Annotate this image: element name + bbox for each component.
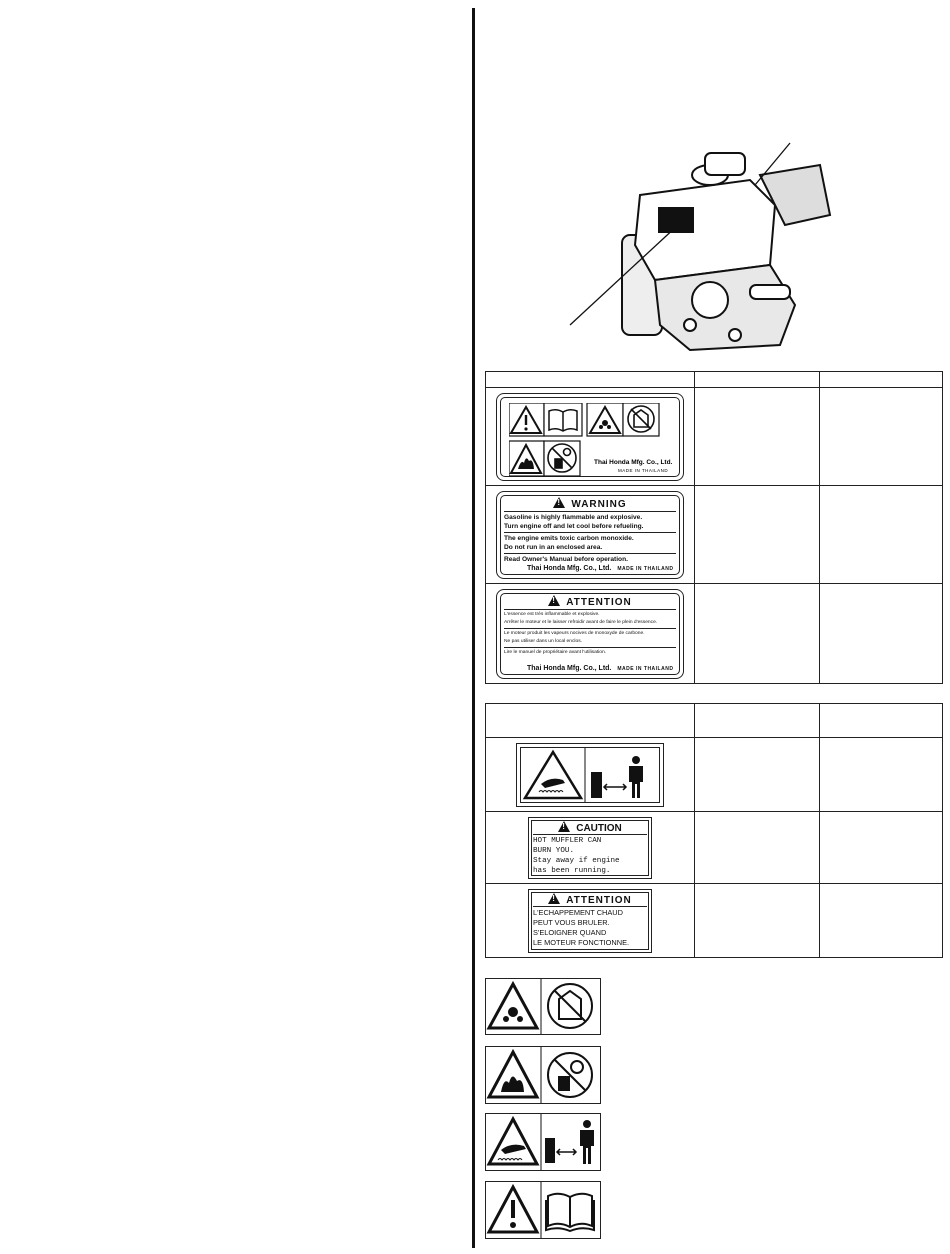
keep-distance-icon [591,756,643,798]
muffler-attention-line-4: LE MOTEUR FONCTIONNE. [533,937,630,947]
label-table-2 [485,703,943,958]
muffler-attention-title: ATTENTION [566,894,632,906]
hot-surface-icon [489,1119,537,1164]
attention-line-3: Le moteur produit les vapeurs nocives de monoxyde de carbone. [504,630,645,636]
carbon-monoxide-icon [489,984,537,1028]
fire-hazard-icon [489,1052,537,1097]
muffler-attention-line-3: S'ELOIGNER QUAND [533,927,607,937]
pictogram-fire [485,1046,601,1104]
warning-exclamation-icon [489,1187,537,1232]
muffler-attention-label [528,889,652,953]
attention-line-2: Arrêter le moteur et le laisser refroidir avant de faire le plein d'essence. [504,619,658,625]
attention-maker: Thai Honda Mfg. Co., Ltd. [527,664,612,672]
attention-line-5: Lire le manuel de propriétaire avant l'utilisation. [504,649,607,655]
warning-line-5: Read Owner's Manual before operation. [504,555,628,563]
muffler-attention-line-2: PEUT VOUS BRULER. [533,917,610,927]
caution-line-1: HOT MUFFLER CAN [533,836,602,845]
caution-label [528,817,652,879]
warning-maker: Thai Honda Mfg. Co., Ltd. [527,564,612,572]
hot-surface-icon [525,752,581,798]
no-refuel-running-icon [548,1053,592,1097]
column-divider [472,8,475,1248]
owners-manual-icon [546,1194,594,1231]
hot-muffler-symbol-label [516,743,664,807]
attention-line-4: Ne pas utiliser dans un local enclos. [504,638,583,644]
symbol-safety-label [496,393,684,481]
label-table-1 [485,371,943,684]
attention-line-1: L'essence est très inflammable et explosive. [504,611,600,617]
engine-illustration [560,135,850,365]
svg-text:Thai Honda Mfg. Co., Ltd.: Thai Honda Mfg. Co., Ltd. [594,458,673,466]
caution-line-4: has been running. [533,866,611,875]
pictogram-read-manual [485,1181,601,1239]
attention-title: ATTENTION [566,596,632,608]
attention-origin: MADE IN THAILAND [617,665,674,672]
no-enclosed-area-icon [548,984,592,1028]
caution-line-2: BURN YOU. [533,846,575,855]
warning-line-1: Gasoline is highly flammable and explosive. [504,513,643,521]
pictogram-hot-muffler [485,1113,601,1171]
pictogram-carbon-monoxide [485,978,601,1035]
keep-distance-icon [545,1120,594,1164]
warning-line-2: Turn engine off and let cool before refueling. [504,522,644,530]
muffler-attention-line-1: L'ECHAPPEMENT CHAUD [533,907,623,917]
warning-title: WARNING [571,498,627,510]
warning-origin: MADE IN THAILAND [617,565,674,572]
caution-title: CAUTION [576,822,622,834]
caution-line-3: Stay away if engine [533,856,620,865]
warning-label [496,491,684,579]
warning-line-4: Do not run in an enclosed area. [504,543,603,551]
svg-text:MADE IN THAILAND: MADE IN THAILAND [618,467,669,473]
warning-line-3: The engine emits toxic carbon monoxide. [504,534,634,542]
attention-label [496,589,684,679]
